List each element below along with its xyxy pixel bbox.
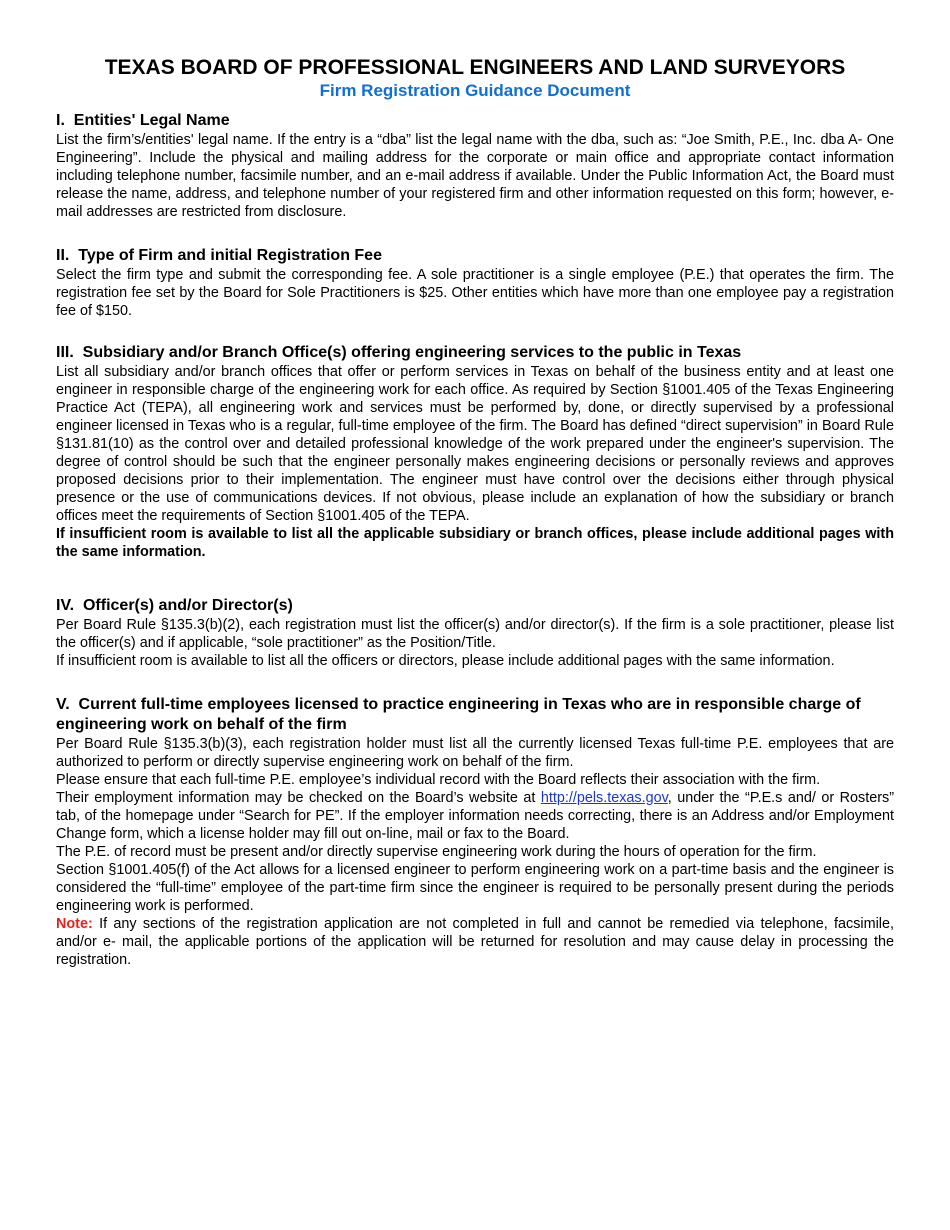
section-number: V. [56,696,70,713]
section-number: I. [56,112,65,129]
section-paragraph: List all subsidiary and/or branch offices that offer or perform services in Texas on behalf of the business entity and at least one engineer in responsible charge of the engineering work for each office. As required by Section §1001.405 of the Texas Engineering Practice Act (TEPA), all engineering work and services must be performed by, done, or directly supervised by a professional engineer licensed in Texas who is a regular, full-time employee of the firm. The Board has defined “direct supervision” in Board Rule §131.81(10) as the control over and detailed professional knowledge of the work prepared under the engineer's supervision. The degree of control should be such that the engineer personally makes engineering decisions or personally reviews and approves proposed decisions prior to their implementation. The engineer must have control over the decisions either through physical presence or the use of communications devices. If not obvious, please include an explanation of how the subsidiary or branch offices meet the requirements of Section §1001.405 of the TEPA. [56,364,894,524]
section-heading [56,111,894,131]
note-paragraph [56,915,894,969]
section-firm-type-fee [56,246,894,320]
section-heading [56,695,894,735]
website-text-after: , under the “P.E.s and/ or Rosters” tab, of the homepage under “Search for PE”. If the employer information needs correcting, there is an Address and/or Employment Change form, which a license holder may fill out on-line, mail or fax to the Board. [56,790,894,842]
section-full-time-employees [56,695,894,915]
section-title: Officer(s) and/or Director(s) [82,597,293,614]
section-paragraph: Please ensure that each full-time P.E. employee’s individual record with the Board reflects their association with the firm. [56,772,821,788]
section-heading [56,343,894,363]
section-branch-offices [56,343,894,561]
section-paragraph: Section §1001.405(f) of the Act allows for a licensed engineer to perform engineering work on a part-time basis and the engineer is considered the “full-time” employee of the part-time firm since the engineer is required to be personally present during the periods engineering work is performed. [56,862,894,914]
section-title: Type of Firm and initial Registration Fee [78,247,382,264]
section-paragraph: The P.E. of record must be present and/or directly supervise engineering work during the hours of operation for the firm. [56,844,817,860]
section-entities-legal-name [56,111,894,221]
note-text: If any sections of the registration application are not completed in full and cannot be remedied via telephone, facsimile, and/or e- mail, the applicable portions of the application will be returned for resolution and may cause delay in processing the registration. [56,916,894,968]
section-paragraph: Per Board Rule §135.3(b)(2), each registration must list the officer(s) and/or director(s). If the firm is a sole practitioner, please list the officer(s) and if applicable, “sole practitioner” as the Position/Title. [56,617,894,651]
section-heading [56,596,894,616]
section-bold-notice: If insufficient room is available to list all the applicable subsidiary or branch offices, please include additional pages with the same information. [56,526,894,560]
section-number: II. [56,247,70,264]
section-number: III. [56,344,74,361]
document-title: TEXAS BOARD OF PROFESSIONAL ENGINEERS AND LAND SURVEYORS [104,56,846,79]
section-paragraph: List the firm’s/entities' legal name. If the entry is a “dba” list the legal name with the dba, such as: “Joe Smith, P.E., Inc. dba A- One Engineering”. Include the physical and mailing address for the corporate or main office and appropriate contact information including telephone number, facsimile number, and an e-mail address if available. Under the Public Information Act, the Board must release the name, address, and telephone number of your registered firm and other information requested on this form; however, e-mail addresses are restricted from disclosure. [56,132,894,220]
document-page [56,55,894,969]
section-paragraph: Select the firm type and submit the corresponding fee. A sole practitioner is a single employee (P.E.) that operates the firm. The registration fee set by the Board for Sole Practitioners is $25. Other entities which have more than one employee pay a registration fee of $150. [56,267,894,319]
section-title: Subsidiary and/or Branch Office(s) offering engineering services to the public in Texas [82,344,742,361]
section-officers-directors [56,596,894,670]
website-paragraph [56,789,894,843]
section-paragraph: If insufficient room is available to list all the officers or directors, please include additional pages with the same information. [56,653,835,669]
section-heading [56,246,894,266]
section-paragraph: Per Board Rule §135.3(b)(3), each registration holder must list all the currently licensed Texas full-time P.E. employees that are authorized to perform or directly supervise engineering work on behalf of the firm. [56,736,894,770]
note-label: Note: [56,916,93,932]
website-text-before: Their employment information may be checked on the Board’s website at [56,790,541,806]
document-subtitle: Firm Registration Guidance Document [319,81,631,100]
section-title: Entities' Legal Name [73,112,230,129]
section-title: Current full-time employees licensed to practice engineering in Texas who are in responsible charge of engineering work on behalf of the firm [56,696,861,733]
pels-website-link[interactable]: http://pels.texas.gov [540,790,668,806]
section-number: IV. [56,597,75,614]
